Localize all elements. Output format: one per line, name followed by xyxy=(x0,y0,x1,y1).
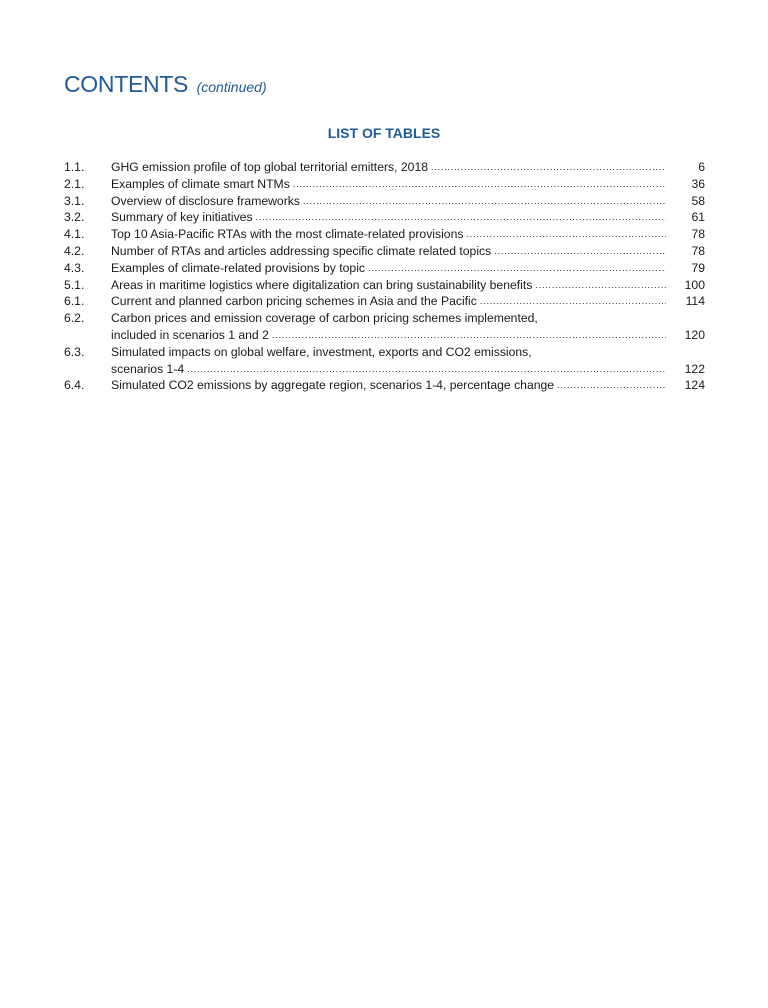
toc-entry-title xyxy=(111,226,666,243)
toc-entry-page-number: 114 xyxy=(685,294,705,309)
toc-entry-title xyxy=(111,293,666,310)
dot-leader xyxy=(431,159,666,176)
toc-entry-number: 6.2. xyxy=(64,311,85,326)
toc-entry-number: 3.1. xyxy=(64,193,85,208)
page-title-main: CONTENTS xyxy=(64,71,189,97)
toc-entry-page-number: 79 xyxy=(691,260,705,275)
toc-entry-page-number: 78 xyxy=(691,243,705,258)
toc-entry[interactable] xyxy=(64,293,705,310)
toc-entry[interactable] xyxy=(64,209,705,226)
toc-entry-title-line: Top 10 Asia-Pacific RTAs with the most climate-related provisions xyxy=(111,227,464,242)
toc-entry-number: 4.1. xyxy=(64,227,85,242)
toc-entry-page-number: 120 xyxy=(684,327,705,342)
toc-entry-page-number: 78 xyxy=(691,227,705,242)
dot-leader xyxy=(480,293,666,310)
toc-entry-number: 6.4. xyxy=(64,378,85,393)
toc-entry[interactable] xyxy=(64,277,705,294)
toc-entry[interactable] xyxy=(64,243,705,260)
toc-entry-number: 5.1. xyxy=(64,277,85,292)
toc-entry-number: 1.1. xyxy=(64,160,85,174)
toc-entry[interactable] xyxy=(64,310,705,344)
toc-entry-title xyxy=(111,260,666,277)
toc-entry[interactable] xyxy=(64,377,705,394)
toc-entry-title-line: Areas in maritime logistics where digitalization can bring sustainability benefits xyxy=(111,277,533,292)
toc-entry-title-line: scenarios 1-4 xyxy=(111,361,185,376)
dot-leader xyxy=(466,226,666,243)
dot-leader xyxy=(272,327,666,344)
list-of-tables-heading: LIST OF TABLES xyxy=(327,125,441,141)
toc-entry[interactable] xyxy=(64,344,705,378)
dot-leader xyxy=(494,243,666,260)
toc-entry-number: 2.1. xyxy=(64,176,85,191)
toc-entry[interactable] xyxy=(64,226,705,243)
toc-entry-page-number: 6 xyxy=(698,160,705,174)
toc-entry-number: 4.2. xyxy=(64,243,85,258)
toc-entry-title-line: Summary of key initiatives xyxy=(111,210,253,225)
toc-entry-title xyxy=(111,277,666,294)
toc-entry-title xyxy=(111,193,666,210)
toc-entry-page-number: 36 xyxy=(691,176,705,191)
toc-entry-number: 3.2. xyxy=(64,210,85,225)
dot-leader xyxy=(293,176,666,193)
toc-entry-title-line: Number of RTAs and articles addressing specific climate related topics xyxy=(111,243,492,258)
toc-entry-title-line: Overview of disclosure frameworks xyxy=(111,193,300,208)
toc-entry[interactable] xyxy=(64,159,705,176)
toc-entry-title xyxy=(111,344,666,378)
dot-leader xyxy=(535,277,666,294)
dot-leader xyxy=(303,193,666,210)
toc-entry-title-line: Simulated CO2 emissions by aggregate region, scenarios 1-4, percentage change xyxy=(111,378,555,393)
toc-entry-page-number: 61 xyxy=(691,210,705,225)
toc-entry-title xyxy=(111,243,666,260)
toc-entry[interactable] xyxy=(64,260,705,277)
toc-entry-page-number: 58 xyxy=(691,193,705,208)
toc-entry-title xyxy=(111,377,666,394)
toc-entry-title xyxy=(111,310,666,344)
toc-entry-title-line: included in scenarios 1 and 2 xyxy=(111,327,269,342)
toc-entry-page-number: 100 xyxy=(684,277,705,292)
toc-entry-number: 4.3. xyxy=(64,260,85,275)
page-title-subtitle: (continued) xyxy=(196,79,267,95)
toc-entry-number: 6.1. xyxy=(64,294,85,309)
toc-entry-number: 6.3. xyxy=(64,344,85,359)
toc-entry-title-line: Simulated impacts on global welfare, investment, exports and CO2 emissions, xyxy=(111,344,532,359)
toc-entry-title xyxy=(111,209,666,226)
dot-leader xyxy=(187,361,666,378)
dot-leader xyxy=(557,377,666,394)
dot-leader xyxy=(368,260,666,277)
toc-entry-title xyxy=(111,176,666,193)
toc-entry-page-number: 122 xyxy=(684,361,705,376)
page-title xyxy=(64,71,267,98)
toc-entry[interactable] xyxy=(64,193,705,210)
toc-entry[interactable] xyxy=(64,176,705,193)
toc-entry-title-line: Examples of climate-related provisions by topic xyxy=(111,260,366,275)
toc-entry-page-number: 124 xyxy=(684,378,705,393)
toc-entry-title-line: Examples of climate smart NTMs xyxy=(111,176,290,191)
toc-entry-title-line: GHG emission profile of top global territorial emitters, 2018 xyxy=(111,160,429,174)
toc-entry-title xyxy=(111,159,666,176)
toc-entry-title-line: Carbon prices and emission coverage of carbon pricing schemes implemented, xyxy=(111,311,538,326)
toc-entry-title-line: Current and planned carbon pricing schemes in Asia and the Pacific xyxy=(111,294,477,309)
table-list xyxy=(64,159,705,394)
dot-leader xyxy=(256,209,666,226)
